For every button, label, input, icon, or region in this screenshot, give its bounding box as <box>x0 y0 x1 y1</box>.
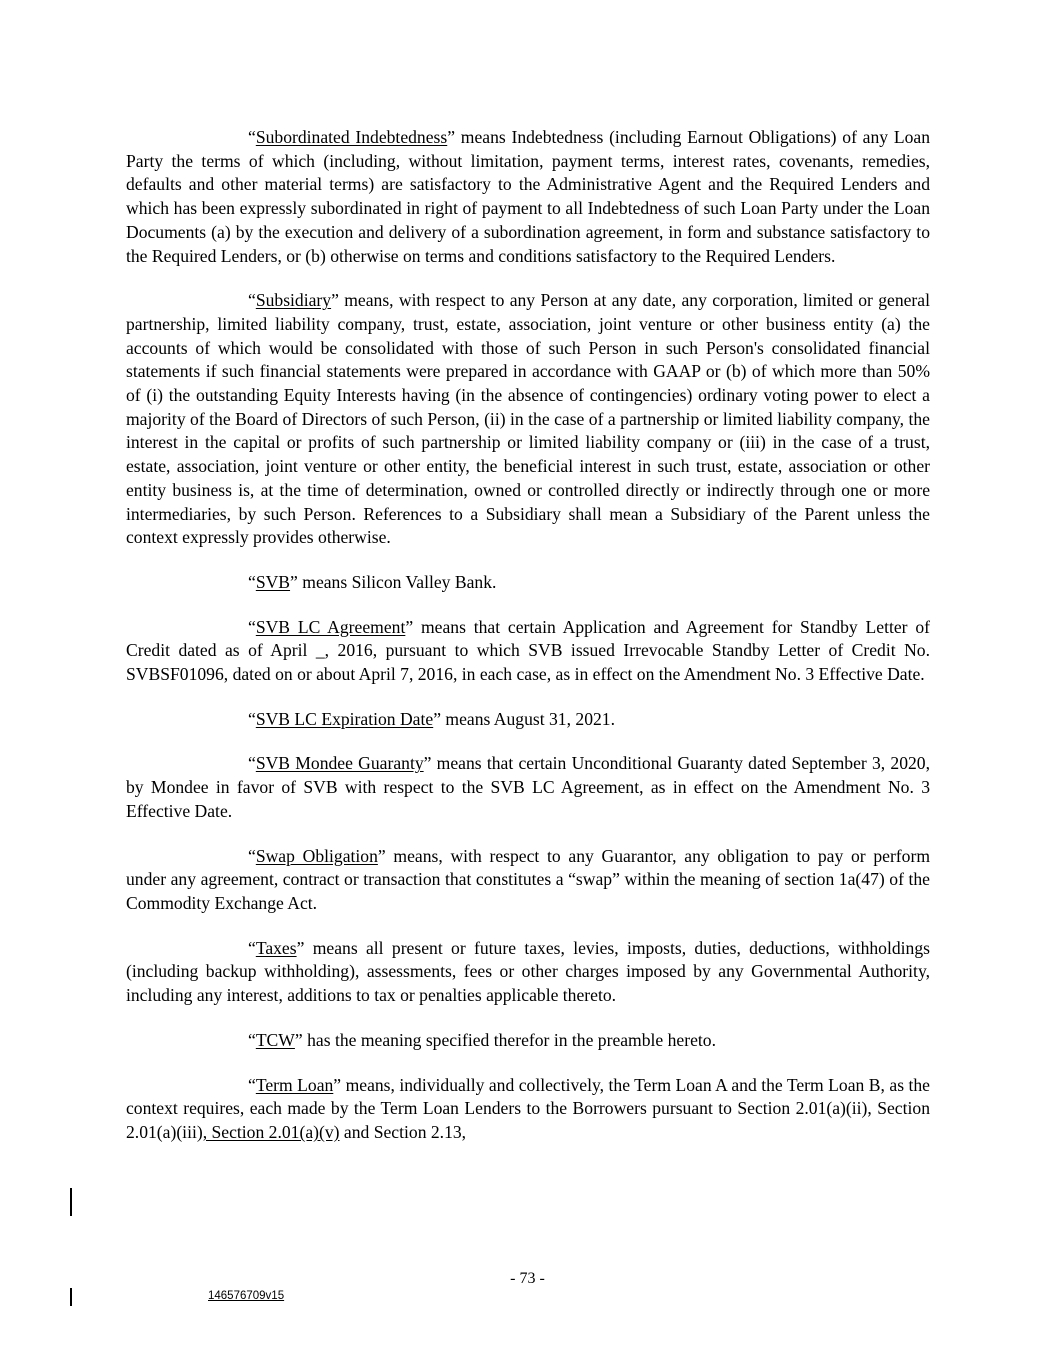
definition-swap-obligation <box>126 845 930 916</box>
open-quote: “ <box>248 845 256 866</box>
definition-text: ” means Silicon Valley Bank. <box>290 571 497 592</box>
defined-term: Subsidiary <box>255 290 332 311</box>
open-quote: “ <box>248 127 256 147</box>
definition-text: ” means Indebtedness (including Earnout Obligations) of any Loan Party the terms of which (including, without limitation, payment terms, interest rates, covenants, remedies, defaults and other material terms) are satisfactory to the Administrative Agent and the Required Lenders and which has been expressly subordinated in right of payment to all Indebtedness of such Loan Party under the Loan Documents (a) by the execution and delivery of a subordination agreement, in form and substance satisfactory to the Required Lenders, or (b) otherwise on terms and conditions satisfactory to the Required Lenders. <box>126 127 930 266</box>
definition-svb <box>126 571 930 595</box>
definition-text: ” means August 31, 2021. <box>433 708 615 729</box>
definition-subordinated-indebtedness <box>126 126 930 268</box>
defined-term: Swap Obligation <box>255 845 378 866</box>
definition-text: ” means, with respect to any Guarantor, any obligation to pay or perform under any agreement, contract or transaction that constitutes a “swap” within the meaning of section 1a(47) of the Commodity Exchange Act. <box>126 845 931 913</box>
page-number: - 73 - <box>510 1270 545 1287</box>
defined-term: Subordinated Indebtedness <box>255 127 448 147</box>
revision-change-bar-footer <box>70 1288 72 1306</box>
definition-tcw <box>126 1029 930 1053</box>
definition-text: ” means, with respect to any Person at any date, any corporation, limited or general partnership, limited liability company, trust, estate, association, joint venture or other business entity (a) the accounts of which would be consolidated with those of such Person in such Person's consolidated financial statements if such financial statements were prepared in accordance with GAAP or (b) of which more than 50% of (i) the outstanding Equity Interests having (in the absence of contingencies) ordinary voting power to elect a majority of the Board of Directors of such Person, (ii) in the case of a partnership or limited liability company, the interest in the capital or profits of such partnership or limited liability company or (iii) in the case of a trust, estate, association, joint venture or other entity, the beneficial interest in such trust, estate, association or other entity business is, at the time of determination, owned or controlled directly or indirectly through one or more intermediaries, by such Person. References to a Subsidiary shall mean a Subsidiary of the Parent unless the context expressly provides otherwise. <box>126 290 930 548</box>
open-quote: “ <box>248 1029 256 1050</box>
open-quote: “ <box>248 937 256 958</box>
definition-svb-lc-agreement <box>126 616 930 687</box>
document-body <box>126 126 930 1166</box>
definition-subsidiary <box>126 289 930 550</box>
definition-text: ” means, individually and collectively, the Term Loan A and the Term Loan B, as the context requires, each made by the Term Loan Lenders to the Borrowers pursuant to Section 2.01(a)(ii), Section 2.01(a)(iii) <box>126 1074 930 1142</box>
definition-text: ” means that certain Application and Agreement for Standby Letter of Credit dated as of April _, 2016, pursuant to which SVB issued Irrevocable Standby Letter of Credit No. SVBSF01096, dated on or about April 7, 2016, in each case, as in effect on the Amendment No. 3 Effective Date. <box>126 616 930 685</box>
revision-change-bar <box>70 1188 72 1216</box>
open-quote: “ <box>248 571 256 592</box>
definition-text: ” means that certain Unconditional Guaranty dated September 3, 2020, by Mondee in favor of SVB with respect to the SVB LC Agreement, as in effect on the Amendment No. 3 Effective Date. <box>126 753 930 821</box>
definition-taxes <box>126 937 930 1008</box>
defined-term: SVB <box>255 571 291 592</box>
open-quote: “ <box>248 1074 256 1095</box>
definition-svb-lc-expiration-date <box>126 708 930 732</box>
definition-term-loan <box>126 1074 930 1145</box>
definition-text: ” means all present or future taxes, levies, imposts, duties, deductions, withholdings (including backup withholding), assessments, fees or other charges imposed by any Governmental Authority, including any interest, additions to tax or penalties applicable thereto. <box>126 937 930 1006</box>
defined-term: Term Loan <box>255 1074 334 1095</box>
definition-svb-mondee-guaranty <box>126 752 930 823</box>
inserted-text: , Section 2.01(a)(v) <box>202 1121 340 1142</box>
defined-term: TCW <box>255 1029 295 1050</box>
open-quote: “ <box>248 708 256 729</box>
definition-text-tail: and Section 2.13, <box>339 1121 467 1142</box>
open-quote: “ <box>248 753 256 774</box>
defined-term: SVB Mondee Guaranty <box>255 753 424 774</box>
definition-text: ” has the meaning specified therefor in the preamble hereto. <box>294 1029 716 1050</box>
defined-term: SVB LC Expiration Date <box>255 708 434 729</box>
defined-term: Taxes <box>255 937 297 958</box>
defined-term: SVB LC Agreement <box>255 616 406 637</box>
open-quote: “ <box>248 290 256 311</box>
document-id: 146576709v15 <box>208 1290 285 1302</box>
open-quote: “ <box>248 616 256 637</box>
